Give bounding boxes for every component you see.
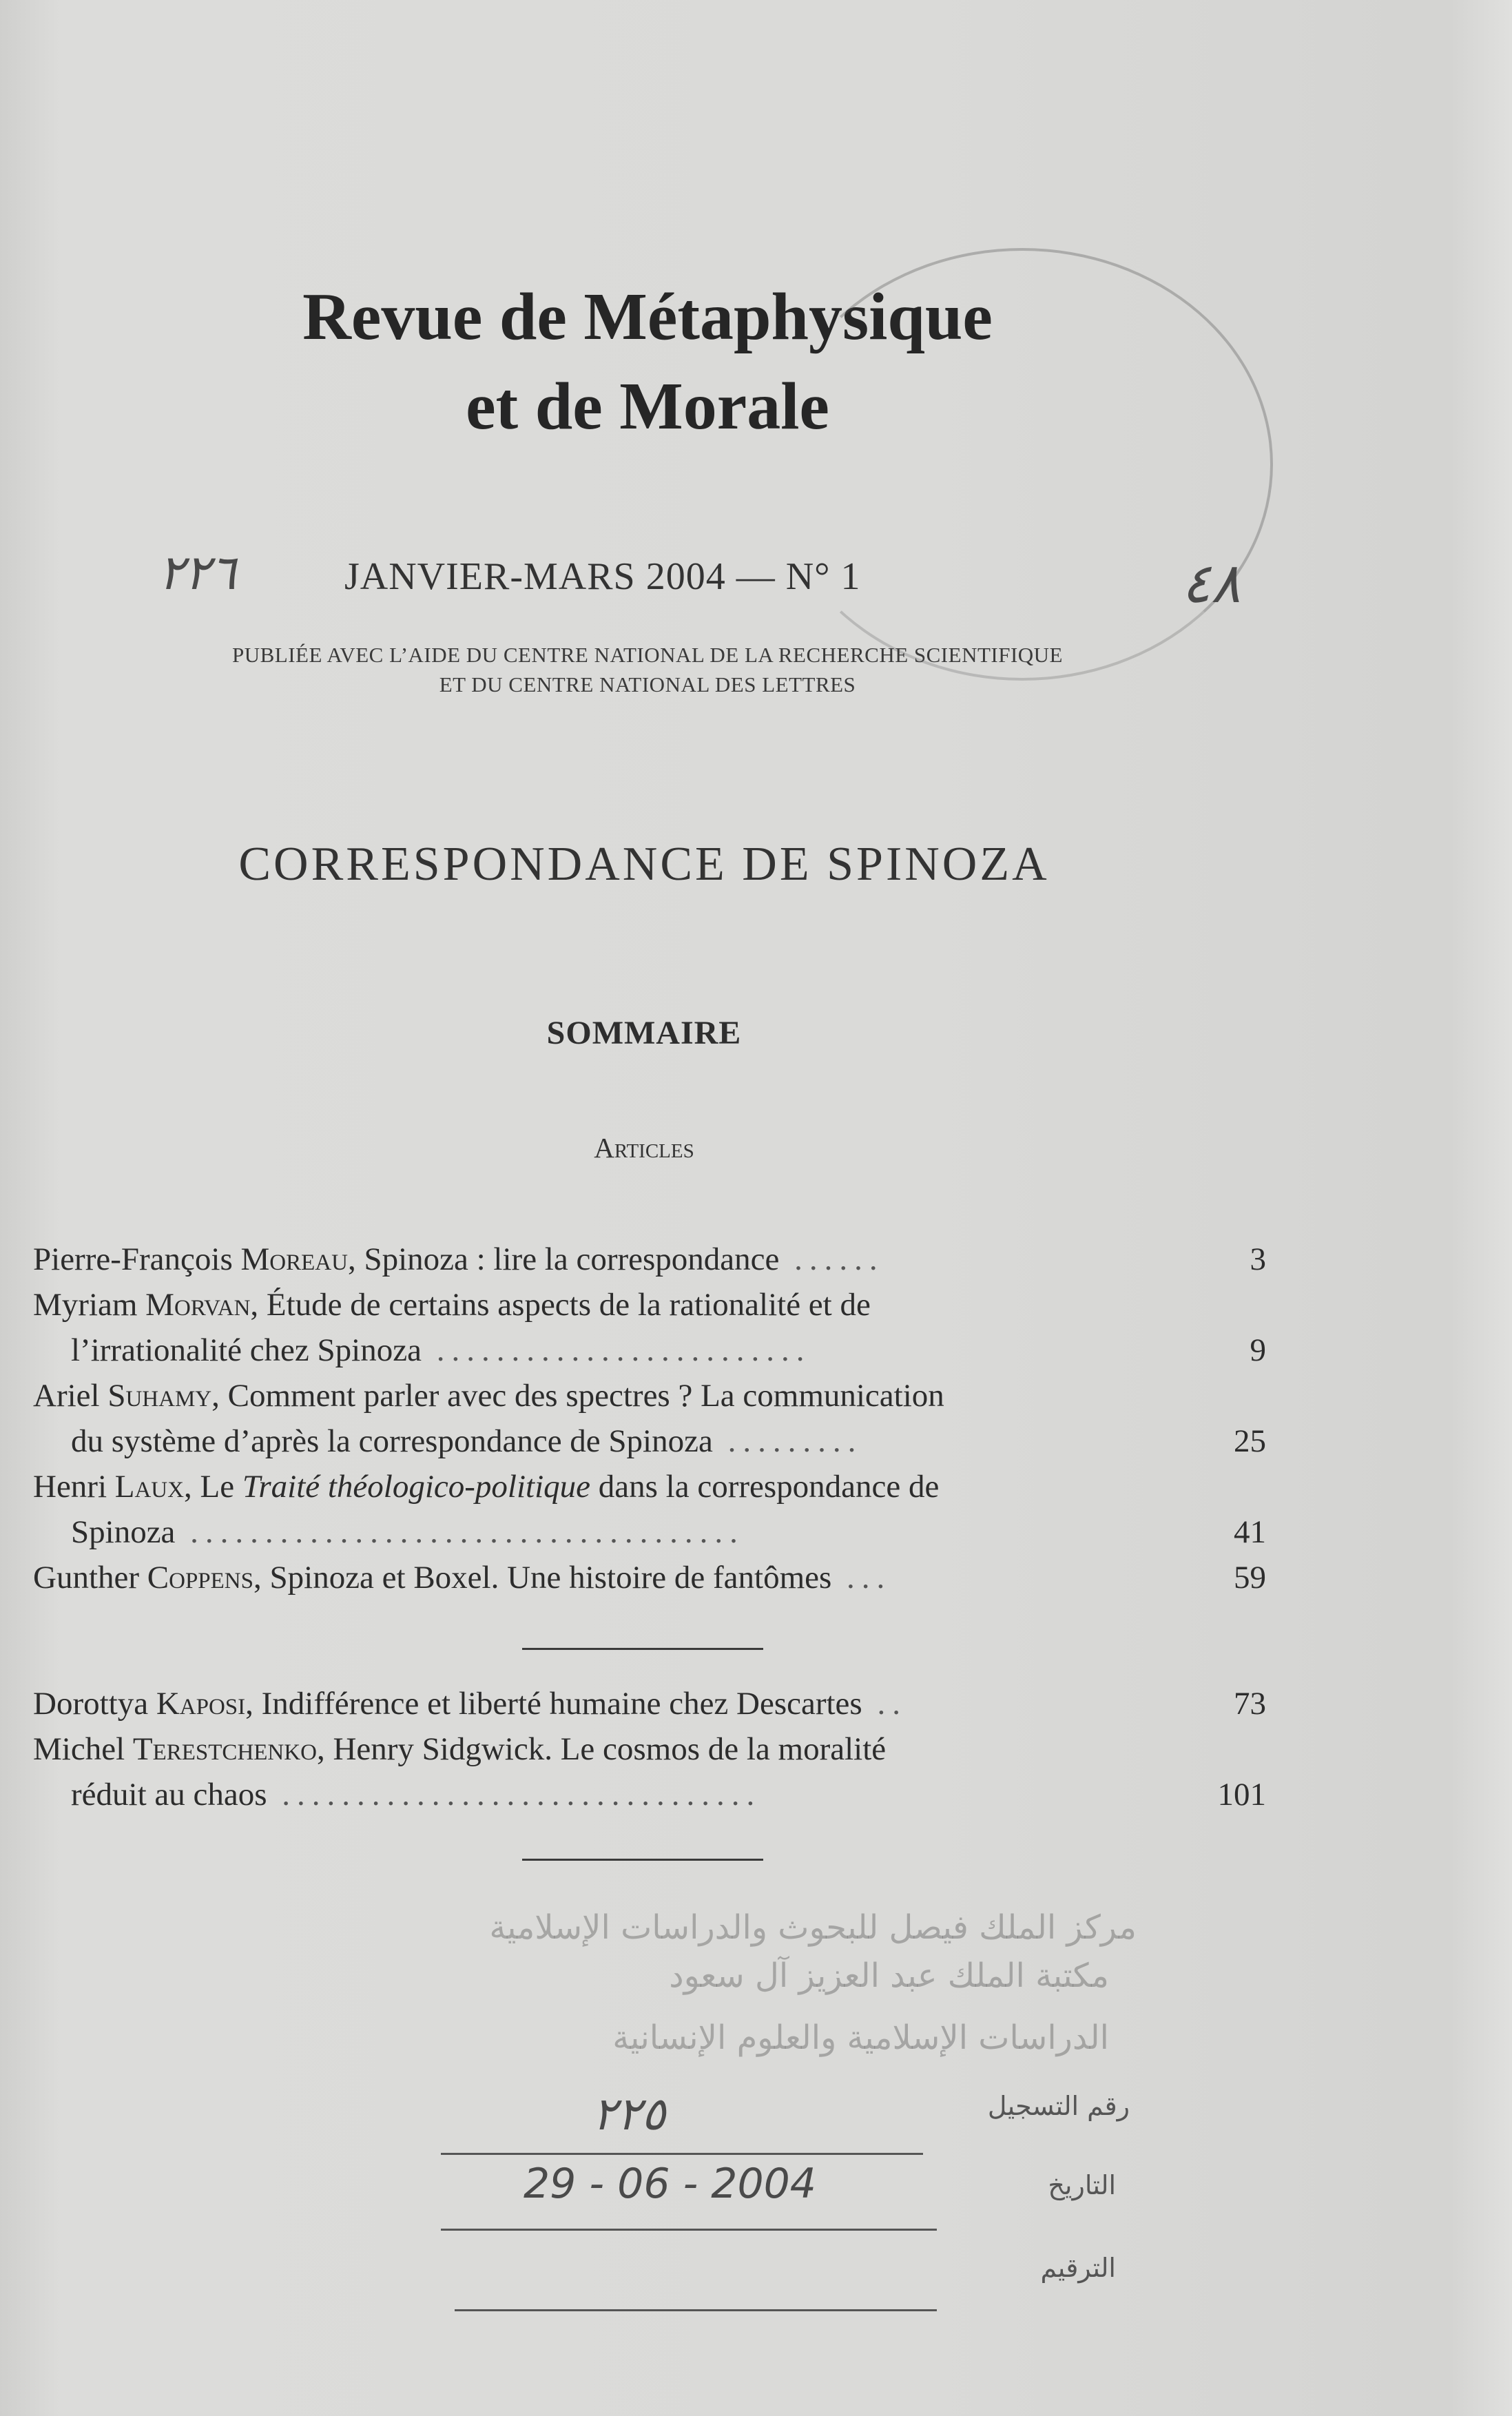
toc-other [33,1681,1266,1817]
toc-entry: Pierre-François Moreau, Spinoza : lire la correspondance ...... 3 [33,1237,1266,1282]
stamp-label-date: التاريخ [1048,2170,1116,2200]
page-number: 59 [1234,1560,1266,1596]
stamp-label-classification: الترقيم [1040,2253,1116,2283]
publisher-line1: PUBLIÉE AVEC L’AIDE DU CENTRE NATIONAL DE LA RECHERCHE SCIENTIFIQUE [231,643,1063,667]
sommaire-heading: SOMMAIRE [546,1015,742,1051]
toc-entry: Dorottya Kaposi, Indifférence et liberté humaine chez Descartes .. 73 [33,1681,1266,1726]
page-number: 101 [1217,1777,1266,1813]
page-number: 3 [1250,1241,1266,1277]
toc-entry: Gunther Coppens, Spinoza et Boxel. Une histoire de fantômes ... 59 [33,1555,1266,1600]
toc-entry-continuation: l’irrationalité chez Spinoza ......................... 9 [33,1328,1266,1373]
toc-entry-continuation: réduit au chaos ................................ 101 [33,1772,1266,1817]
page-number: 25 [1234,1423,1266,1459]
toc-entry: Michel Terestchenko, Henry Sidgwick. Le cosmos de la moralité [33,1731,887,1767]
stamp-underline [455,2309,937,2311]
issue-line: JANVIER-MARS 2004 — N° 1 [344,555,861,598]
stamp-line3: الدراسات الإسلامية والعلوم الإنسانية [612,2019,1109,2057]
journal-title-line1: Revue de Métaphysique [302,280,993,354]
toc-entry: Myriam Morvan, Étude de certains aspects de la rationalité et de [33,1287,871,1323]
toc-spinoza [33,1237,1266,1600]
stamp-underline [441,2153,923,2155]
journal-title-line2: et de Morale [466,369,829,444]
publisher-line2: ET DU CENTRE NATIONAL DES LETTRES [439,672,856,696]
toc-entry-continuation: Spinoza ..................................... 41 [33,1509,1266,1555]
page-number: 73 [1234,1686,1266,1722]
toc-entry: Ariel Suhamy, Comment parler avec des spectres ? La communication [33,1378,944,1414]
toc-entry: Henri Laux, Le Traité théologico-politique dans la correspondance de [33,1469,940,1505]
page-number: 9 [1250,1332,1266,1368]
handwritten-right-mark: ٤٨ [1181,551,1241,615]
section-divider [522,1859,763,1861]
handwritten-left-number: ٢٢٦ [158,544,236,601]
handwritten-registration-date: 29 - 06 - 2004 [524,2160,816,2208]
section-divider [522,1648,763,1650]
handwritten-registration-number: ٢٢٥ [592,2087,666,2140]
page-edge [1450,0,1512,2416]
issue-theme: CORRESPONDANCE DE SPINOZA [238,838,1050,891]
stamp-underline [441,2229,937,2231]
toc-entry-continuation: du système d’après la correspondance de Spinoza ......... 25 [33,1418,1266,1464]
library-stamp-circle [771,248,1273,681]
articles-heading: Articles [594,1132,694,1164]
stamp-line2: مكتبة الملك عبد العزيز آل سعود [669,1956,1109,1995]
page-number: 41 [1234,1514,1266,1550]
stamp-label-number: رقم التسجيل [987,2091,1130,2121]
stamp-line1: مركز الملك فيصل للبحوث والدراسات الإسلامية [489,1908,1137,1947]
